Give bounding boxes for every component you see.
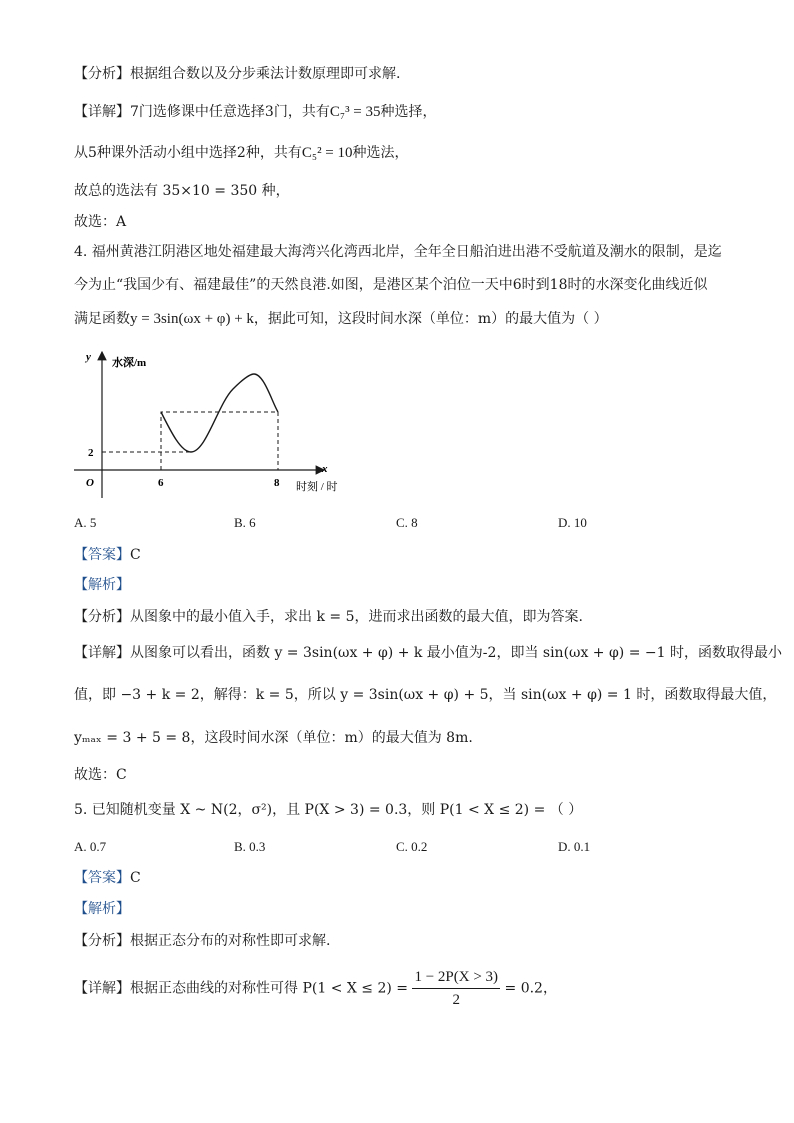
q3-detail-b-text: 从5种课外活动小组中选择2种，共有 [74,145,302,161]
q3-detail-a-math: C₇³ = 35 [329,104,381,120]
dashed-box [161,412,278,470]
q5-option-d: D. 0.1 [558,839,591,854]
q4-answer-tag: 【答案】 [74,547,130,563]
q3-detail-a-text: 7门选修课中任意选择3门，共有 [130,104,330,120]
q3-analysis-text: 根据组合数以及分步乘法计数原理即可求解. [130,66,401,82]
q3-detail-b [74,143,409,163]
x-axis-label: x [322,463,328,475]
y-axis-title: 水深/m [112,357,147,369]
q3-detail-tag: 【详解】 [74,104,130,120]
q4-analysis-tag: 【分析】 [74,609,130,625]
q5-frac-den: 2 [452,992,461,1008]
q4-detail-3: yₘₐₓ = 3 + 5 = 8，这段时间水深（单位：m）的最大值为 8m. [74,730,473,746]
q3-detail-b-math: C₅² = 10 [301,145,353,161]
q4-stem-line-2: 今为止“我国少有、福建最佳”的天然良港.如图，是港区某个泊位一天中6时到18时的水深变化曲线近似 [74,277,708,293]
q4-option-d: D. 10 [558,515,587,530]
q4-stem-line-1: 4. 福州黄港江阴港区地处福建最大海湾兴化湾西北岸，全年全日船泊进出港不受航道及潮水的限制，是迄 [74,244,722,260]
q4-option-b: B. 6 [234,515,256,530]
q5-analysis-tag: 【分析】 [74,933,130,949]
q5-fraction [412,966,500,1011]
q5-answer [74,868,141,888]
q5-detail [74,966,557,1011]
q4-parse-tag: 【解析】 [74,577,130,593]
q4-stem-3a: 满足函数 [74,311,130,327]
q5-option-b: B. 0.3 [234,839,266,854]
q5-analysis-text: 根据正态分布的对称性即可求解. [130,933,331,949]
q5-stem: 5. 已知随机变量 X ~ N(2，σ²)，且 P(X > 3) = 0.3，则 P(1 < X ≤ 2) = （ ） [74,802,583,818]
q4-analysis [74,607,583,627]
q3-detail-a [74,102,437,122]
q4-detail-2: 值，即 −3 + k = 2，解得：k = 5，所以 y = 3sin(ωx + φ) + 5，当 sin(ωx + φ) = 1 时，函数取得最大值， [74,687,777,703]
q3-choose: 故选：A [74,214,127,230]
q5-answer-value: C [130,870,141,886]
q5-answer-tag: 【答案】 [74,870,130,886]
water-depth-curve [161,374,278,452]
q5-analysis [74,931,330,951]
q3-analysis-tag: 【分析】 [74,66,130,82]
q4-stem-line-3 [74,309,608,329]
q3-analysis [74,64,400,84]
q4-answer-value: C [130,547,141,563]
origin-label: O [86,477,94,489]
q5-detail-post: = 0.2， [500,980,557,997]
q5-option-a: A. 0.7 [74,839,107,854]
q4-option-a: A. 5 [74,515,97,530]
q3-detail-b-end: 种选法， [352,145,409,161]
q5-detail-tag: 【详解】 [74,980,130,997]
q4-answer [74,545,141,565]
y-axis-label: y [86,351,91,363]
q5-frac-num: 1 − 2P(X > 3) [412,966,500,989]
q4-stem-function: y = 3sin(ωx + φ) + k [130,311,254,327]
q3-detail-c: 故总的选法有 35×10 = 350 种， [74,183,290,199]
q4-analysis-text: 从图象中的最小值入手，求出 k = 5，进而求出函数的最大值，即为答案. [130,609,583,625]
x-tick-6: 6 [158,477,164,489]
q5-detail-pre: 根据正态曲线的对称性可得 P(1 < X ≤ 2) = [130,980,413,997]
q4-detail-1-text: 从图象可以看出，函数 y = 3sin(ωx + φ) + k 最小值为-2，即当 sin(ωx + φ) = −1 时，函数取得最小 [130,645,782,661]
q4-detail-1 [74,643,782,663]
y-tick-2: 2 [88,447,94,459]
q4-graph [68,344,368,504]
x-axis-title: 时刻 / 时 [296,481,338,493]
q4-stem-3b: ，据此可知，这段时间水深（单位：m）的最大值为（ ） [253,311,608,327]
q5-parse-tag: 【解析】 [74,901,130,917]
q4-detail-tag: 【详解】 [74,645,130,661]
q4-option-c: C. 8 [396,515,418,530]
x-tick-8: 8 [274,477,280,489]
q4-choose: 故选：C [74,767,127,783]
q3-detail-a-end: 种选择， [380,104,437,120]
q5-option-c: C. 0.2 [396,839,428,854]
